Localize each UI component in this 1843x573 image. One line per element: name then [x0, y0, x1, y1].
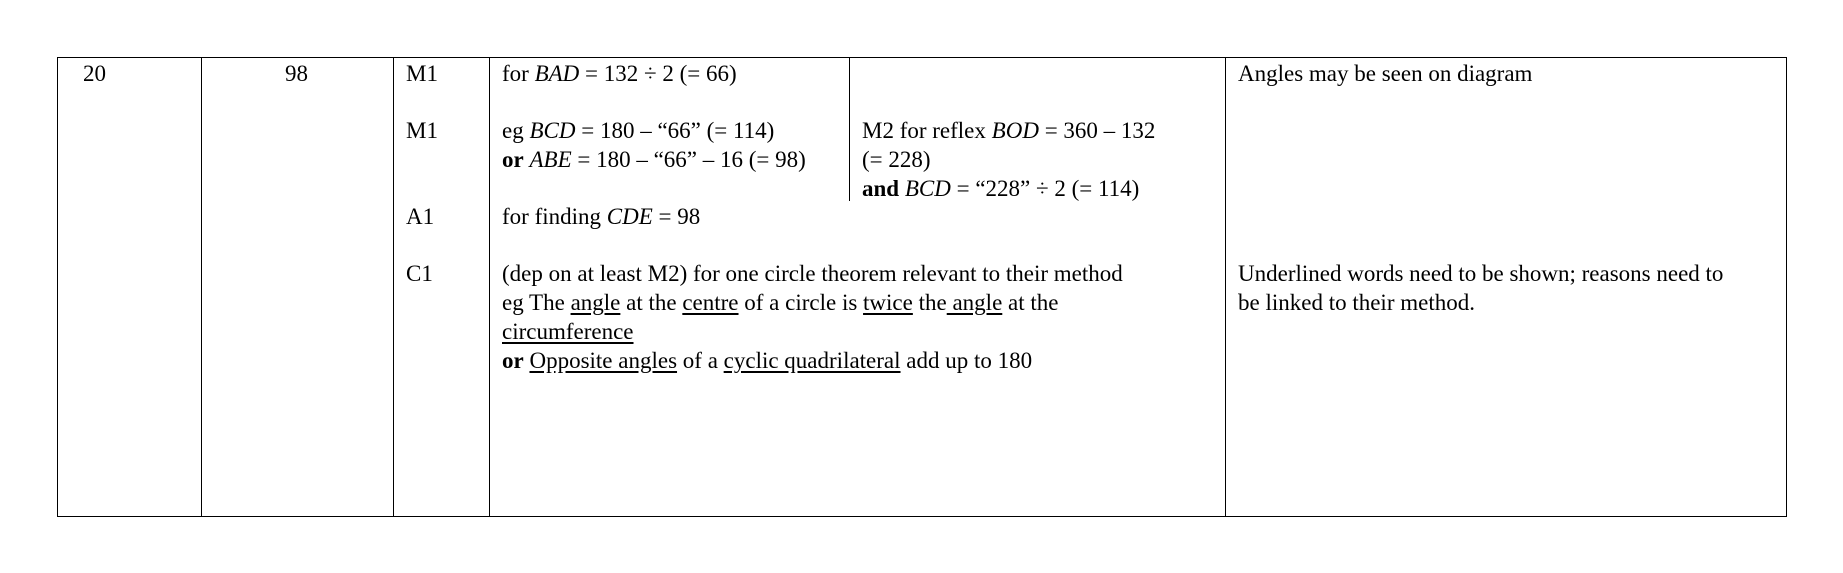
working-c1-line-4: or Opposite angles of a cyclic quadrilateral add up to 180	[502, 348, 1033, 373]
working-a1-cde: for finding CDE = 98	[502, 204, 701, 229]
table-border-bottom	[57, 516, 1787, 517]
column-divider	[1225, 57, 1226, 517]
working-m1-abe: or ABE = 180 – “66” – 16 (= 98)	[502, 147, 806, 172]
alt-m2-bcd: and BCD = “228” ÷ 2 (= 114)	[862, 176, 1140, 201]
mark-code: A1	[406, 204, 435, 229]
column-divider	[489, 57, 490, 517]
column-divider	[393, 57, 394, 517]
inner-alt-method-divider	[849, 57, 850, 201]
table-border-left	[57, 57, 58, 517]
working-c1-line-2: eg The angle at the centre of a circle is twice the angle at the	[502, 290, 1059, 315]
column-divider	[201, 57, 202, 517]
working-m1-bcd: eg BCD = 180 – “66” (= 114)	[502, 118, 775, 143]
mark-code: C1	[406, 261, 433, 286]
guidance-angles: Angles may be seen on diagram	[1238, 61, 1533, 86]
question-number: 20	[83, 61, 106, 86]
guidance-underlined-line-2: be linked to their method.	[1238, 290, 1475, 315]
alt-m2-reflex-bod: M2 for reflex BOD = 360 – 132	[862, 118, 1156, 143]
alt-m2-value: (= 228)	[862, 147, 931, 172]
guidance-underlined-line-1: Underlined words need to be shown; reasons need to	[1238, 261, 1724, 286]
table-border-top	[57, 57, 1787, 58]
working-m1-bad: for BAD = 132 ÷ 2 (= 66)	[502, 61, 737, 86]
working-c1-line-1: (dep on at least M2) for one circle theorem relevant to their method	[502, 261, 1123, 286]
mark-code: M1	[406, 118, 438, 143]
answer-value: 98	[285, 61, 308, 86]
mark-code: M1	[406, 61, 438, 86]
working-c1-line-3: circumference	[502, 319, 634, 344]
table-border-right	[1786, 57, 1787, 517]
